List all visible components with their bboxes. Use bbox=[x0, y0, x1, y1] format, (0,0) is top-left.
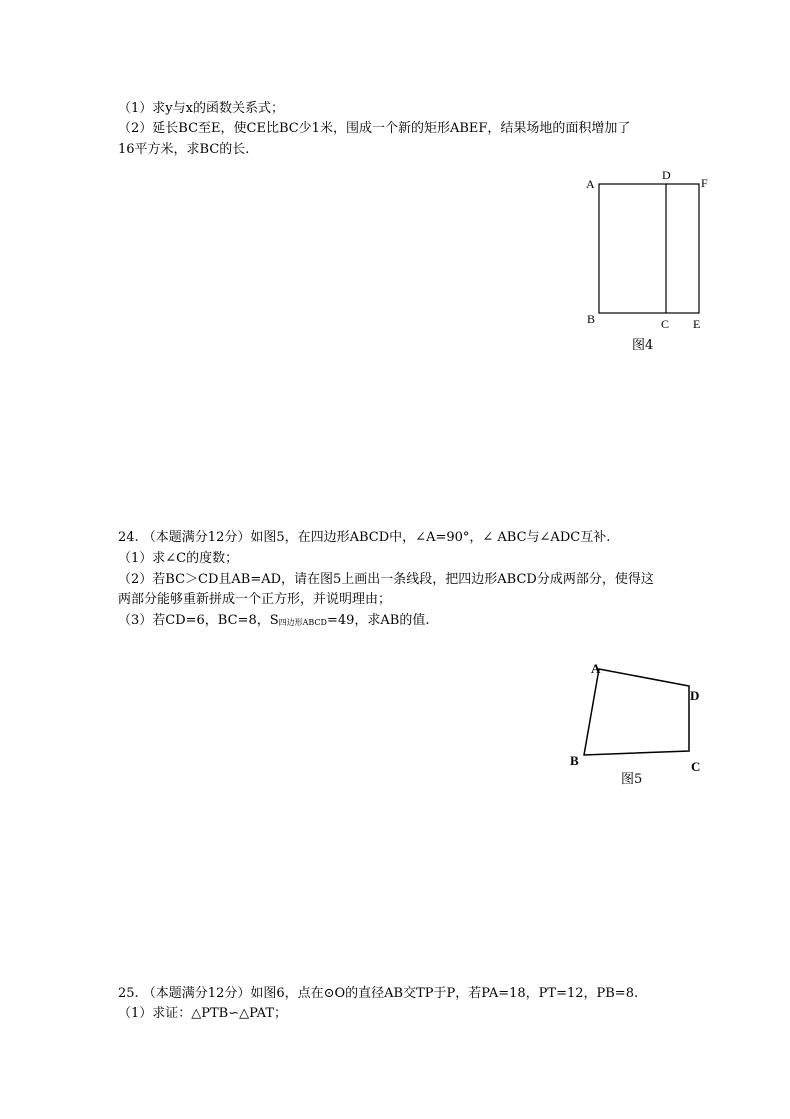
q23-part1: （1）求y与x的函数关系式； bbox=[118, 101, 284, 116]
figure-4-label-d: D bbox=[662, 168, 671, 182]
quadrilateral-abcd bbox=[584, 669, 689, 755]
figure-4-label-b: B bbox=[587, 312, 596, 326]
figure-5-label-d: D bbox=[690, 688, 700, 703]
q25-header: 25. （本题满分12分）如图6，点在⊙O的直径AB交TP于P，若PA=18，PT=12，PB=8. bbox=[118, 986, 639, 1001]
q24-part3-subscript: 四边形ABCD bbox=[278, 618, 327, 627]
q24-part2-line2: 两部分能够重新拼成一个正方形，并说明理由； bbox=[118, 592, 392, 607]
figure-4-caption: 图4 bbox=[632, 338, 654, 353]
figure-5-caption: 图5 bbox=[621, 772, 643, 787]
figure-5-label-c: C bbox=[691, 759, 701, 774]
figure-4-label-a: A bbox=[586, 177, 595, 191]
figure-5-label-b: B bbox=[570, 753, 579, 768]
q25-part1: （1）求证：△PTB∽△PAT； bbox=[118, 1006, 288, 1021]
figure-4-label-f: F bbox=[701, 176, 708, 190]
q24-part3 bbox=[118, 613, 429, 631]
q24-part3-prefix: （3）若CD=6，BC=8，S bbox=[118, 613, 279, 628]
q24-part2-line1: （2）若BC＞CD且AB=AD，请在图5上画出一条线段，把四边形ABCD分成两部分，使得这 bbox=[118, 572, 654, 587]
figure-4-diagram bbox=[580, 165, 720, 335]
q24-part1: （1）求∠C的度数； bbox=[118, 551, 239, 566]
q24-header: 24. （本题满分12分）如图5，在四边形ABCD中，∠A=90°，∠ ABC与∠ADC互补. bbox=[118, 530, 611, 545]
figure-4-label-c: C bbox=[661, 317, 670, 331]
rectangle-abef bbox=[599, 184, 699, 313]
q23-part2-line1: （2）延长BC至E，使CE比BC少1米，围成一个新的矩形ABEF，结果场地的面积增加了 bbox=[118, 121, 631, 136]
figure-4-label-e: E bbox=[693, 317, 701, 331]
q24-part3-suffix: =49，求AB的值. bbox=[326, 613, 430, 628]
figure-5-label-a: A bbox=[591, 661, 601, 676]
q23-part2-line2: 16平方米，求BC的长. bbox=[118, 142, 250, 157]
